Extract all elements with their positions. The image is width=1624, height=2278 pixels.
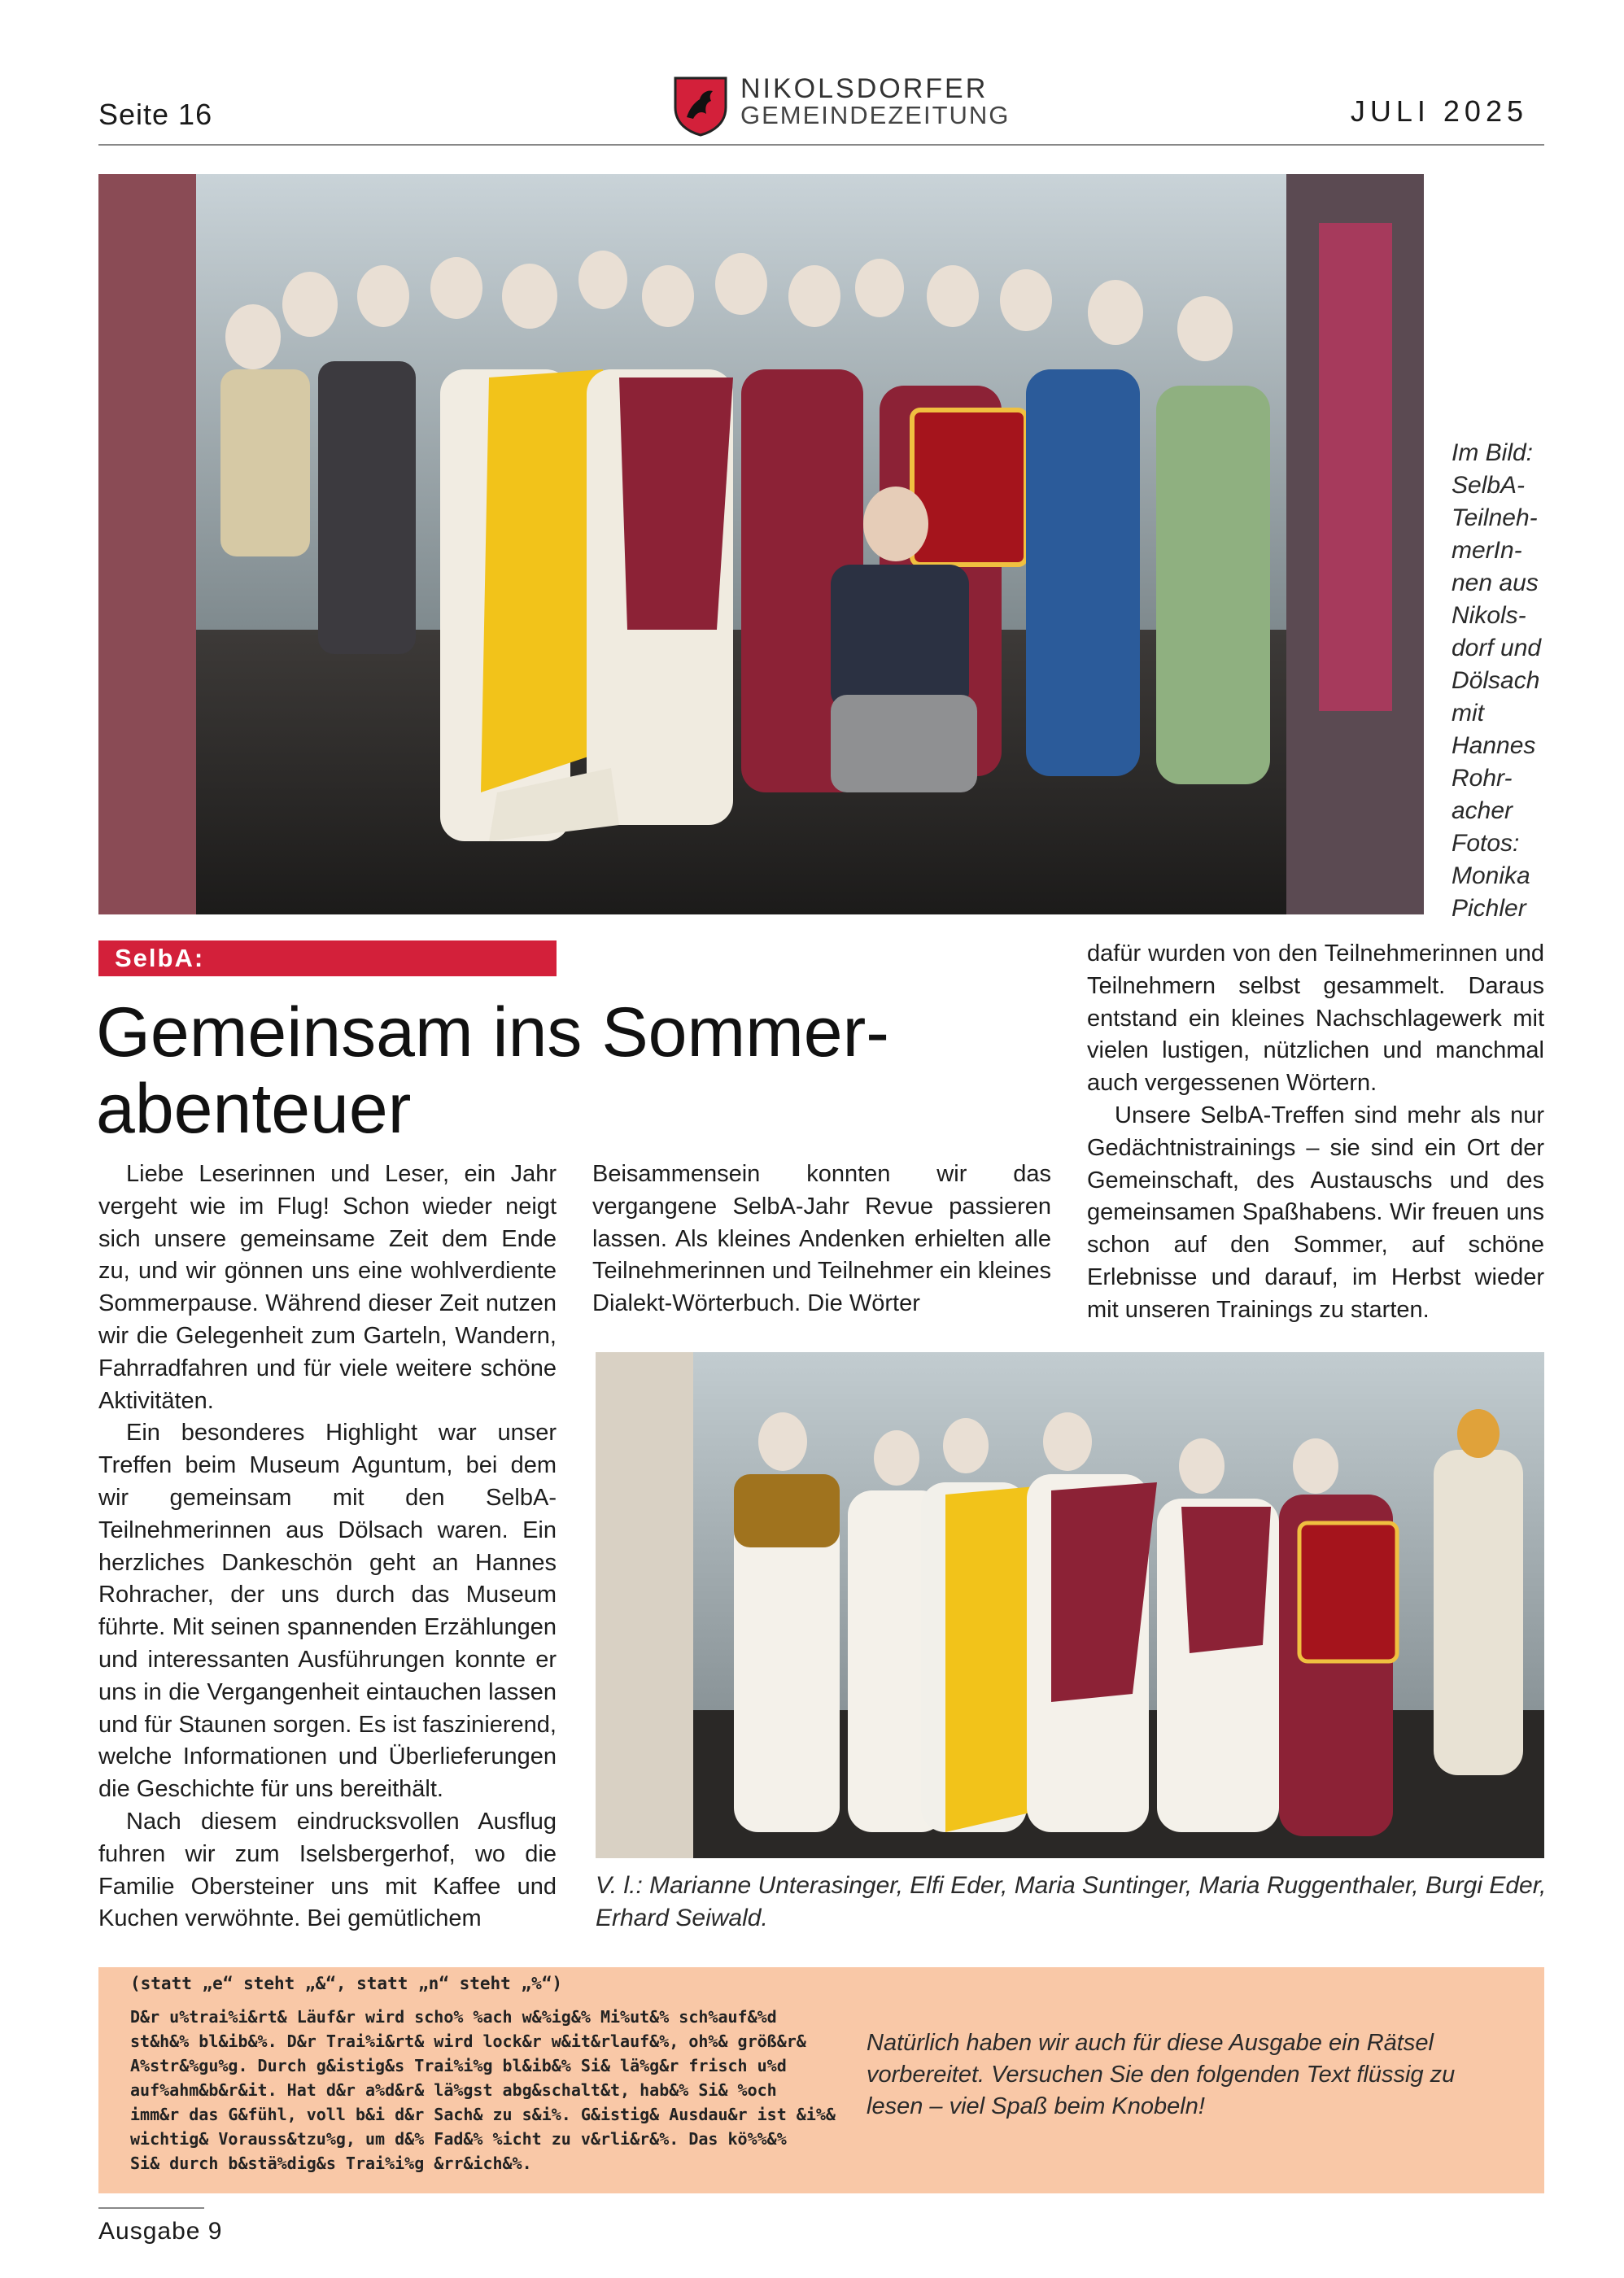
- headline-line: Gemeinsam ins Sommer-: [96, 993, 889, 1071]
- puzzle-line: imm&r das G&fühl, voll b&i d&r Sach& zu s&i%. G&istig& Ausdau&r ist &i%&: [130, 2105, 836, 2124]
- page-number: Seite 16: [98, 98, 213, 131]
- caption-line: Hannes: [1452, 732, 1536, 759]
- caption-line: dorf und: [1452, 635, 1542, 661]
- caption-line: Fotos:: [1452, 830, 1520, 857]
- puzzle-note: Natürlich haben wir auch für diese Ausgabe ein Rätsel vorbereitet. Versuchen Sie den folgenden Text flüssig zu lesen – viel Spaß beim Knobeln!: [867, 2030, 1456, 2119]
- caption-line: Dölsach: [1452, 667, 1540, 694]
- paragraph: Unsere SelbA-Treffen sind mehr als nur Gedächtnistrainings – sie sind ein Ort der Gemeinschaft, des Austauschs und des gemeinsamen Spaßhabens. Wir freuen uns schon auf den Sommer, auf schöne Erlebnisse und darauf, im Herbst wieder mit unseren Trainings zu starten.: [1087, 1102, 1544, 1323]
- costume-photo-illustration: [596, 1352, 1544, 1858]
- coat-of-arms-logo: [672, 75, 729, 137]
- caption-line: acher: [1452, 797, 1513, 824]
- caption-line: mit: [1452, 700, 1484, 727]
- caption-line: merIn-: [1452, 537, 1522, 564]
- issue-month: JULI 2025: [1350, 94, 1528, 128]
- puzzle-text: [130, 2005, 836, 2175]
- header-rule: [98, 144, 1544, 146]
- caption-line: nen aus: [1452, 570, 1539, 596]
- photo-top-caption: [1452, 437, 1549, 925]
- puzzle-line: wichtig& Vorauss&tzu%g, um d&% Fad&% %icht zu v&rli&r&%. Das kö%%&%: [130, 2129, 787, 2149]
- article-column-1: [98, 1159, 557, 1935]
- caption-line: SelbA-: [1452, 472, 1526, 499]
- caption-line: Nikols-: [1452, 602, 1526, 629]
- puzzle-line: Si& durch b&stä%dig&s Trai%i%g &rr&ich&%.: [130, 2154, 532, 2173]
- paragraph: dafür wurden von den Teilnehmerinnen und Teilnehmern selbst gesammelt. Daraus entstand ein kleines Nachschlagewerk mit vielen lustigen, nützlichen und manchmal auch vergessenen Wörtern.: [1087, 940, 1544, 1097]
- group-photo-top: [98, 174, 1424, 914]
- article-kicker: SelbA:: [98, 940, 557, 976]
- footer-rule: [98, 2207, 204, 2209]
- puzzle-hint: (statt „e“ steht „&“, statt „n“ steht „%“): [130, 1974, 563, 1993]
- caption-line: Rohr-: [1452, 765, 1513, 792]
- puzzle-line: D&r u%trai%i&rt& Läuf&r wird scho% %ach w&%ig&% Mi%ut&% sch%auf&%d: [130, 2007, 777, 2027]
- caption-line: Teilneh-: [1452, 504, 1538, 531]
- headline-line: abenteuer: [96, 1070, 412, 1148]
- brand-title: NIKOLSDORFER: [740, 73, 989, 104]
- paragraph: Ein besonderes Highlight war unser Treffen beim Museum Aguntum, bei dem wir gemeinsam mit den SelbA-Teilnehmerinnen aus Dölsach waren. Ein herzliches Dankeschön geht an Hannes Rohracher, der uns durch das Museum führte. Mit seinen spannenden Erzählungen und interessanten Ausführungen konnte er uns in die Vergangenheit eintauchen lassen und für Staunen sorgen. Es ist faszinierend, welche Informationen und Überlieferungen die Geschichte für uns bereithält.: [98, 1420, 557, 1803]
- puzzle-line: st&h&% bl&ib&%. D&r Trai%i&rt& wird lock&r w&it&rlauf&%, oh%& größ&r&: [130, 2031, 806, 2051]
- group-photo-bottom: [596, 1352, 1544, 1858]
- caption-line: Im Bild:: [1452, 439, 1534, 466]
- paragraph: Liebe Leserinnen und Leser, ein Jahr vergeht wie im Flug! Schon wieder neigt sich unsere gemeinsame Zeit dem Ende zu, und wir gönnen uns eine wohlverdiente Sommerpause. Während dieser Zeit nutzen wir die Gelegenheit zum Garteln, Wandern, Fahrradfahren und für viele weitere schöne Aktivitäten.: [98, 1161, 557, 1414]
- caption-line: Pichler: [1452, 895, 1526, 922]
- issue-number: Ausgabe 9: [98, 2218, 223, 2245]
- article-headline: [96, 994, 991, 1147]
- brand-subtitle: GEMEINDEZEITUNG: [740, 101, 1011, 129]
- article-column-2: [592, 1159, 1051, 1320]
- caption-line: Monika: [1452, 862, 1530, 889]
- puzzle-line: auf%ahm&b&r&it. Hat d&r a%d&r& lä%gst abg&schalt&t, hab&% Si& %och: [130, 2080, 777, 2100]
- paragraph: Nach diesem eindrucksvollen Ausflug fuhren wir zum Iselsbergerhof, wo die Familie Obersteiner uns mit Kaffee und Kuchen verwöhnte. Bei gemütlichem: [98, 1808, 557, 1932]
- photo-bottom-caption: V. l.: Marianne Unterasinger, Elfi Eder, Maria Suntinger, Maria Ruggenthaler, Burgi Eder, Erhard Seiwald.: [596, 1872, 1547, 1931]
- group-photo-illustration: [98, 174, 1424, 914]
- puzzle-line: A%str&%gu%g. Durch g&istig&s Trai%i%g bl&ib&% Si& lä%g&r frisch u%d: [130, 2056, 787, 2075]
- paragraph: Beisammensein konnten wir das vergangene SelbA-Jahr Revue passieren lassen. Als kleines Andenken erhielten alle Teilnehmerinnen und Teilnehmer ein kleines Dialekt-Wörterbuch. Die Wörter: [592, 1161, 1051, 1317]
- article-column-3: [1087, 938, 1544, 1327]
